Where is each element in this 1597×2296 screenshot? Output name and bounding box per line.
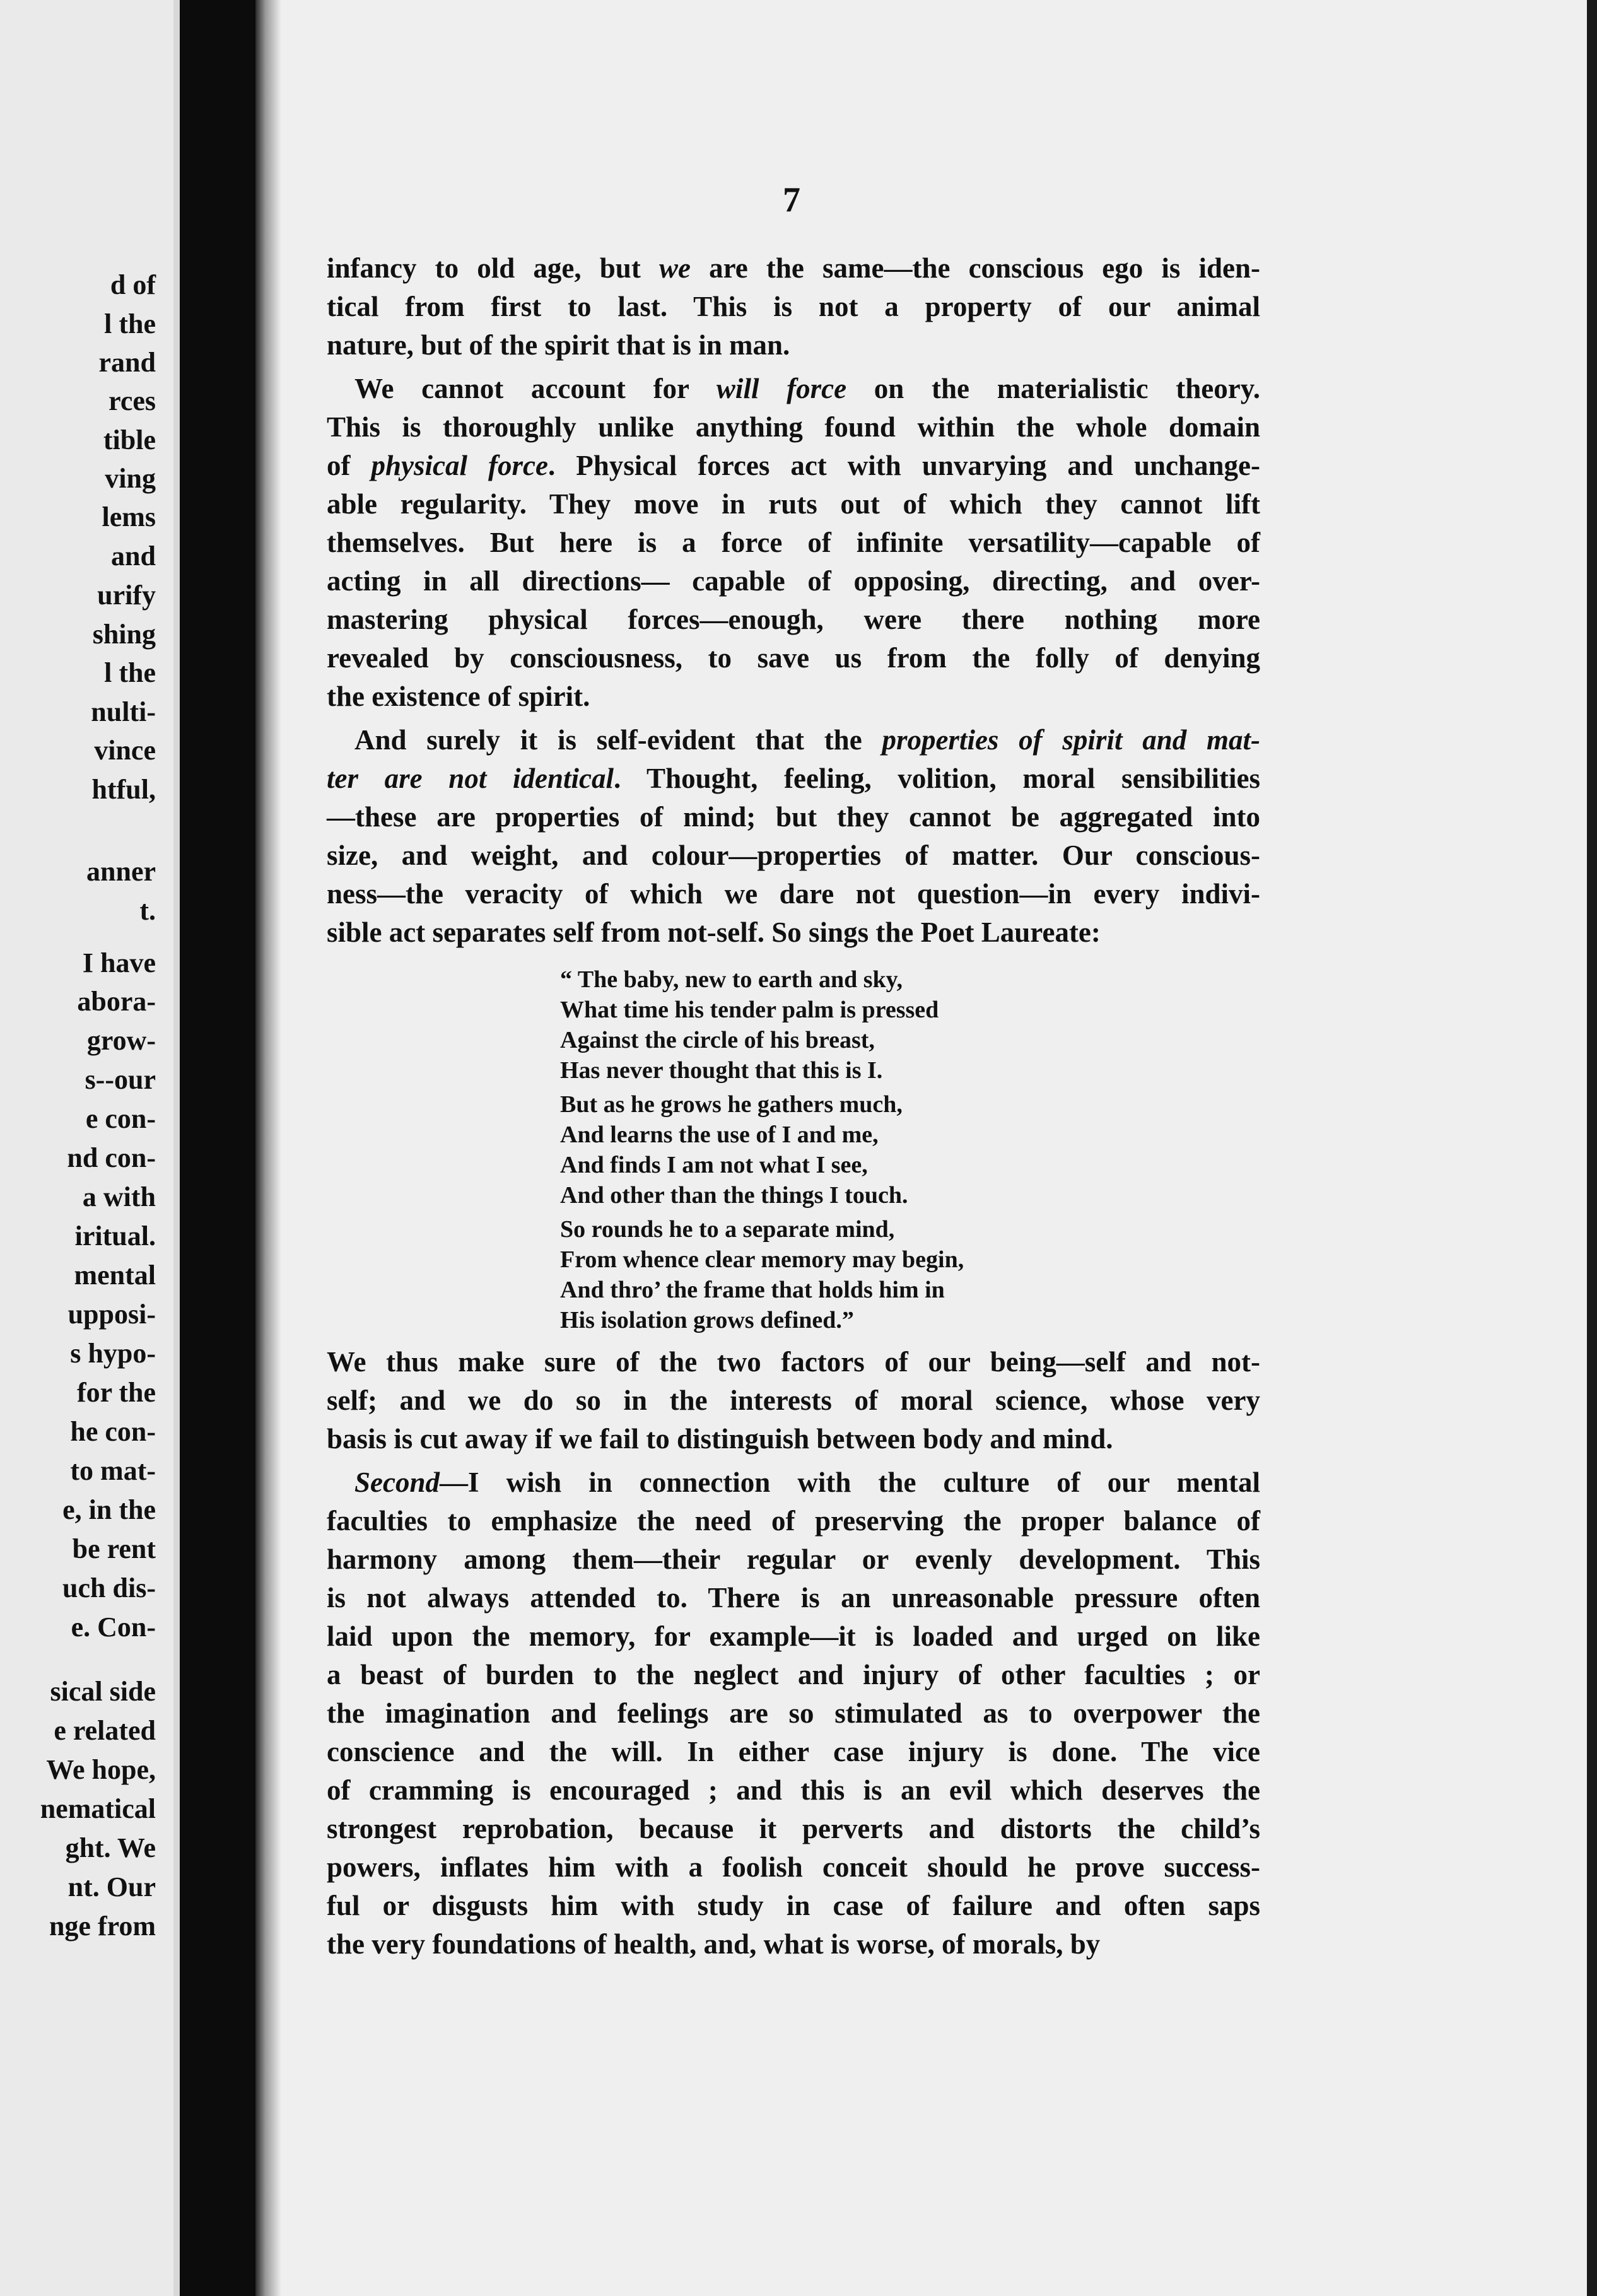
- poem-line: And finds I am not what I see,: [560, 1152, 868, 1178]
- text-line: And surely it is self-evident that the properties of spirit and mat-: [354, 724, 1260, 756]
- text-line: Second—I wish in connection with the culture of our mental: [354, 1467, 1260, 1498]
- text-line: ness—the veracity of which we dare not question—in every indivi-: [327, 878, 1260, 910]
- text-line: revealed by consciousness, to save us from the folly of denying: [327, 642, 1260, 674]
- text-line: faculties to emphasize the need of preserving the proper balance of: [327, 1505, 1260, 1537]
- left-page-fragment: [0, 0, 173, 2296]
- poem-stanza: [560, 1214, 1260, 1335]
- left-page-line: he con-: [70, 1416, 156, 1447]
- paragraph: [327, 721, 1260, 952]
- text-line: size, and weight, and colour—properties of matter. Our conscious-: [327, 840, 1260, 871]
- left-page-line: t.: [139, 895, 156, 926]
- text-line: ful or disgusts him with study in case of failure and often saps: [327, 1890, 1260, 1921]
- page-gutter: [173, 0, 180, 2296]
- poem-line: And thro’ the frame that holds him in: [560, 1277, 945, 1303]
- left-page-line: upposi-: [67, 1299, 156, 1330]
- left-page-line: I have: [82, 947, 156, 978]
- poem-line: Has never thought that this is I.: [560, 1057, 883, 1084]
- text-line: themselves. But here is a force of infinite versatility—capable of: [327, 527, 1260, 558]
- text-line: mastering physical forces—enough, were there nothing more: [327, 604, 1260, 635]
- left-page-line: ving: [105, 463, 156, 494]
- left-page-line: e. Con-: [71, 1612, 156, 1643]
- poem-line: “ The baby, new to earth and sky,: [560, 966, 903, 993]
- poem-line: Against the circle of his breast,: [560, 1027, 875, 1053]
- left-page-line: nd con-: [67, 1142, 156, 1173]
- left-page-line: l the: [104, 657, 156, 688]
- body-text: [327, 249, 1260, 1969]
- poem-line: His isolation grows defined.”: [560, 1307, 854, 1333]
- left-page-line: nematical: [40, 1793, 156, 1824]
- text-line: self; and we do so in the interests of moral science, whose very: [327, 1385, 1260, 1416]
- left-page-line: a with: [82, 1181, 156, 1212]
- left-page-line: ght. We: [65, 1832, 156, 1863]
- poem-line: From whence clear memory may begin,: [560, 1246, 964, 1273]
- text-line: the existence of spirit.: [327, 681, 590, 712]
- left-page-line: s--our: [85, 1064, 156, 1095]
- text-line: harmony among them—their regular or evenly development. This: [327, 1543, 1260, 1575]
- left-page-line: abora-: [77, 986, 156, 1017]
- left-page-line: iritual.: [74, 1221, 156, 1251]
- text-line: —these are properties of mind; but they cannot be aggregated into: [327, 801, 1260, 833]
- poem-stanza: [560, 964, 1260, 1086]
- poem-line: What time his tender palm is pressed: [560, 997, 939, 1023]
- left-page-line: for the: [76, 1377, 156, 1408]
- paragraph: [327, 1463, 1260, 1964]
- text-line: nature, but of the spirit that is in man.: [327, 329, 790, 361]
- left-page-line: sical side: [50, 1676, 156, 1707]
- text-line: of physical force. Physical forces act with unvarying and unchange-: [327, 450, 1260, 481]
- text-line: conscience and the will. In either case injury is done. The vice: [327, 1736, 1260, 1767]
- left-page-line: and: [111, 541, 156, 571]
- text-line: tical from first to last. This is not a property of our animal: [327, 291, 1260, 322]
- text-line: basis is cut away if we fail to distinguish between body and mind.: [327, 1423, 1113, 1455]
- poem-line: And learns the use of I and me,: [560, 1122, 879, 1148]
- left-page-line: grow-: [86, 1025, 156, 1056]
- left-page-line: nt. Our: [67, 1871, 156, 1902]
- text-line: We thus make sure of the two factors of our being—self and not-: [327, 1346, 1260, 1378]
- left-page-line: to mat-: [70, 1455, 156, 1486]
- text-line: the imagination and feelings are so stimulated as to overpower the: [327, 1697, 1260, 1729]
- text-line: the very foundations of health, and, what is worse, of morals, by: [327, 1928, 1101, 1960]
- text-line: ter are not identical. Thought, feeling, volition, moral sensibilities: [327, 763, 1260, 794]
- book-spine: [180, 0, 255, 2296]
- left-page-line: lems: [102, 501, 156, 532]
- poem-line: So rounds he to a separate mind,: [560, 1216, 895, 1243]
- poem-stanza: [560, 1089, 1260, 1210]
- left-page-line: e, in the: [62, 1494, 156, 1525]
- left-page-line: e con-: [85, 1103, 156, 1134]
- right-page-edge: [1587, 0, 1597, 2296]
- left-page-line: shing: [92, 619, 156, 650]
- left-page-line: nge from: [49, 1911, 156, 1942]
- left-page-line: mental: [74, 1260, 156, 1291]
- text-line: a beast of burden to the neglect and injury of other faculties ; or: [327, 1659, 1260, 1690]
- text-line: We cannot account for will force on the materialistic theory.: [354, 373, 1261, 404]
- left-page-line: e related: [54, 1715, 156, 1746]
- poem-line: But as he grows he gathers much,: [560, 1091, 903, 1118]
- text-line: This is thoroughly unlike anything found within the whole domain: [327, 411, 1260, 443]
- poem-line: And other than the things I touch.: [560, 1182, 908, 1209]
- text-line: able regularity. They move in ruts out of which they cannot lift: [327, 488, 1260, 520]
- left-page-line: l the: [104, 308, 156, 339]
- left-page-line: htful,: [91, 774, 156, 805]
- text-line: sible act separates self from not-self. So sings the Poet Laureate:: [327, 917, 1101, 948]
- text-line: of cramming is encouraged ; and this is an evil which deserves the: [327, 1774, 1260, 1806]
- text-line: strongest reprobation, because it perverts and distorts the child’s: [327, 1813, 1260, 1844]
- text-line: powers, inflates him with a foolish conceit should he prove success-: [327, 1851, 1260, 1883]
- left-page-line: vince: [94, 735, 156, 766]
- left-page-line: d of: [110, 269, 156, 300]
- text-line: laid upon the memory, for example—it is loaded and urged on like: [327, 1620, 1260, 1652]
- poem-quotation: [560, 964, 1260, 1335]
- left-page-line: rces: [108, 385, 156, 416]
- left-page-line: s hypo-: [70, 1338, 156, 1369]
- left-page-line: be rent: [72, 1533, 156, 1564]
- left-page-line: tible: [103, 425, 156, 455]
- left-page-line: anner: [86, 856, 156, 887]
- paragraph: [327, 249, 1260, 365]
- page-number: 7: [783, 180, 800, 220]
- left-page-line: urify: [97, 580, 156, 611]
- text-line: infancy to old age, but we are the same—the conscious ego is iden-: [327, 252, 1261, 284]
- text-line: is not always attended to. There is an unreasonable pressure often: [327, 1582, 1260, 1614]
- spine-shadow: [255, 0, 281, 2296]
- left-page-line: uch dis-: [62, 1573, 156, 1603]
- left-page-line: We hope,: [46, 1754, 156, 1785]
- left-page-line: nulti-: [91, 696, 156, 727]
- paragraph: [327, 1343, 1260, 1458]
- paragraph: [327, 370, 1260, 716]
- text-line: acting in all directions— capable of opposing, directing, and over-: [327, 565, 1260, 597]
- left-page-line: rand: [98, 347, 156, 378]
